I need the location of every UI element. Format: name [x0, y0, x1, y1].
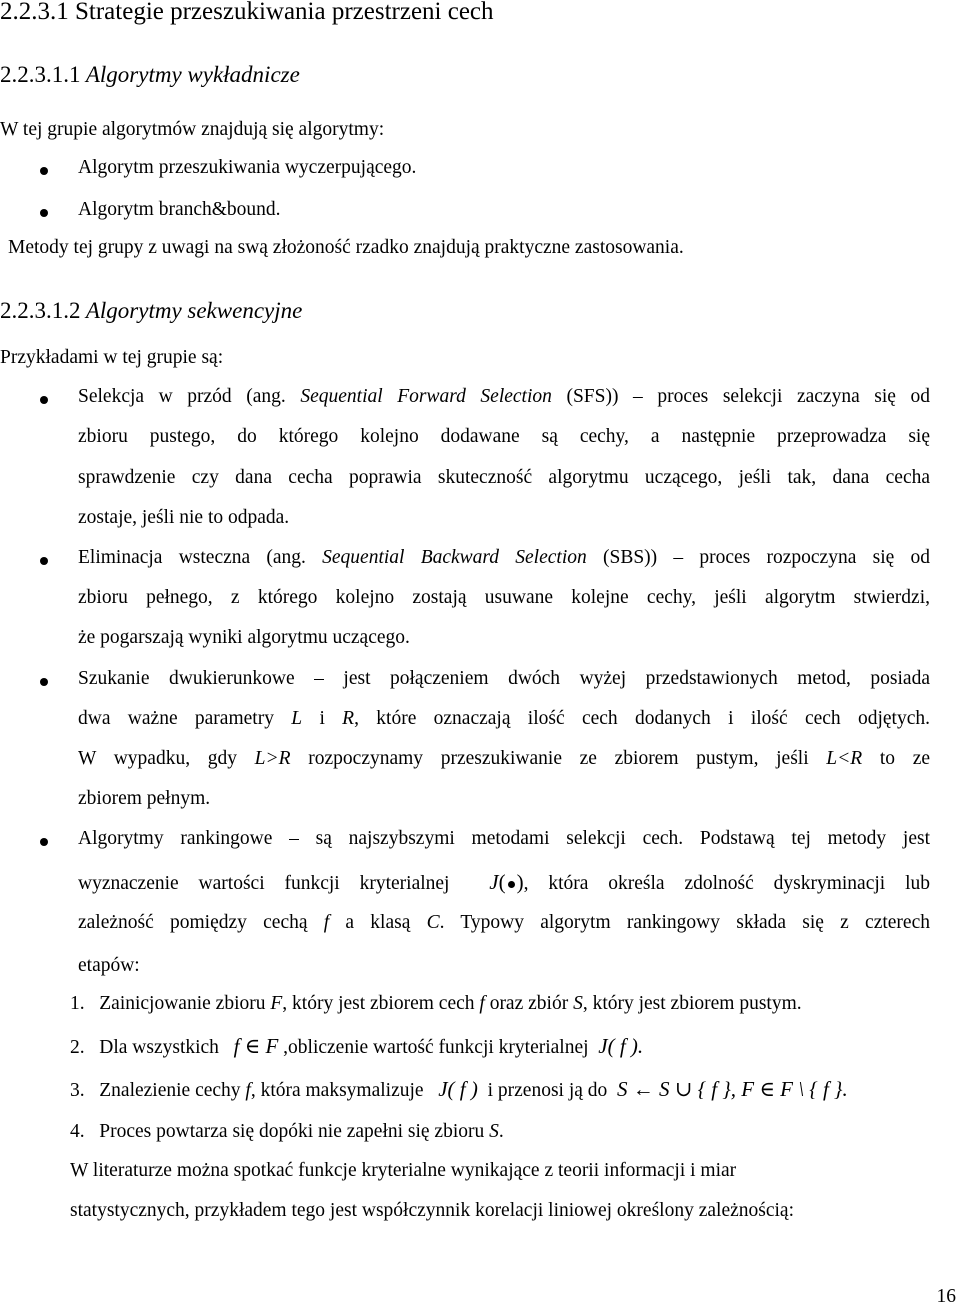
bidir-text-e: rozpoczynamy przeszukiwanie ze zbiorem pustym, jeśli [308, 748, 809, 769]
subsection-heading-2 [0, 298, 302, 324]
math-expression: J( f ) [438, 1077, 478, 1101]
sfs-line-2: zbioru pustego, do którego kolejno dodawane są cechy, a następnie przeprowadza się [78, 426, 930, 447]
sfs-term: Sequential Forward Selection [300, 386, 552, 407]
bullet-icon [40, 838, 48, 846]
math-expression: J( f ). [598, 1034, 644, 1058]
feature-f: f [245, 1080, 251, 1101]
step-text: , który jest zbiorem cech [282, 993, 475, 1014]
sfs-line-1 [78, 386, 930, 408]
set-S: S [573, 993, 583, 1014]
cond-1: L>R [254, 748, 291, 769]
outro-line-2: statystycznych, przykładem tego jest współczynnik korelacji liniowej określony zależnością: [70, 1200, 794, 1221]
rank-text-e: . Typowy algorytm rankingowy składa się z czterech [439, 912, 930, 933]
sbs-term: Sequential Backward Selection [322, 547, 587, 568]
page-number: 16 [936, 1286, 956, 1307]
rank-line-4: etapów: [78, 955, 140, 976]
feature-f: f [479, 993, 485, 1014]
step-text: Dla wszystkich [99, 1037, 219, 1058]
step-text: ,obliczenie wartość funkcji kryterialnej [283, 1037, 589, 1058]
sub1-item-2: Algorytm branch&bound. [78, 199, 281, 220]
step-1 [70, 993, 802, 1015]
outro-line-1: W literaturze można spotkać funkcje kryterialne wynikające z teorii informacji i miar [70, 1160, 737, 1181]
bidir-line-3 [78, 748, 930, 770]
step-number: 2. [70, 1037, 85, 1058]
subsection-title-2: Algorytmy sekwencyjne [85, 298, 303, 323]
subsection-number-2: 2.2.3.1.2 [0, 298, 81, 323]
step-text: , który jest zbiorem pustym. [582, 993, 802, 1014]
param-L: L [291, 708, 303, 729]
sub1-intro: W tej grupie algorytmów znajdują się algorytmy: [0, 119, 385, 140]
bidir-text-c: , które oznaczają ilość cech dodanych i ilość cech odjętych. [354, 708, 931, 729]
sub1-note: Metody tej grupy z uwagi na swą złożoność rzadko znajdują praktyczne zastosowania. [8, 237, 684, 258]
set-S: S [489, 1121, 499, 1142]
step-number: 3. [70, 1080, 85, 1101]
sbs-line-2: zbioru pełnego, z którego kolejno zostają usuwane kolejne cechy, jeśli algorytm stwierdzi, [78, 587, 930, 608]
bidir-text-a: dwa ważne parametry [78, 708, 274, 729]
rank-line-1: Algorytmy rankingowe – są najszybszymi metodami selekcji cech. Podstawą tej metody jest [78, 828, 930, 849]
rank-text-d: a klasą [345, 912, 411, 933]
bidir-line-4: zbiorem pełnym. [78, 788, 211, 809]
step-text: i przenosi ją do [487, 1080, 608, 1101]
param-R: R [342, 708, 355, 729]
class-C: C [426, 912, 440, 933]
math-expression: f ∈ F [233, 1034, 279, 1058]
sfs-text-c: (SFS)) – proces selekcji zaczyna się od [566, 386, 931, 407]
sbs-text-c: (SBS)) – proces rozpoczyna się od [602, 547, 930, 568]
step-text: . [498, 1121, 504, 1142]
math-expression: S ← S ∪ { f }, F ∈ F \ { f }. [617, 1077, 848, 1101]
step-text: , która maksymalizuje [250, 1080, 424, 1101]
bullet-icon [40, 167, 48, 175]
step-text: Znalezienie cechy [99, 1080, 241, 1101]
section-heading: 2.2.3.1 Strategie przeszukiwania przestrzeni cech [0, 0, 494, 25]
sbs-line-1 [78, 547, 930, 569]
rank-line-2 [78, 870, 930, 895]
subsection-title-1: Algorytmy wykładnicze [85, 62, 300, 87]
function-J: J [489, 870, 499, 894]
rank-line-3 [78, 912, 930, 934]
bidir-text-b: i [319, 708, 325, 729]
step-text: Zainicjowanie zbioru [99, 993, 266, 1014]
cond-2: L<R [826, 748, 863, 769]
criterion-function: J( ) [489, 870, 524, 894]
step-3 [70, 1077, 848, 1102]
sbs-line-3: że pogarszają wyniki algorytmu uczącego. [78, 627, 410, 648]
rank-text-b: , która określa zdolność dyskryminacji lub [523, 873, 930, 894]
step-text: Proces powtarza się dopóki nie zapełni się zbioru [99, 1121, 485, 1142]
bullet-icon [40, 209, 48, 217]
subsection-heading-1 [0, 62, 300, 88]
bullet-icon [40, 557, 48, 565]
bullet-icon [40, 396, 48, 404]
step-number: 4. [70, 1121, 85, 1142]
subsection-number-1: 2.2.3.1.1 [0, 62, 81, 87]
bidir-text-d: W wypadku, gdy [78, 748, 237, 769]
sub1-item-1: Algorytm przeszukiwania wyczerpującego. [78, 157, 417, 178]
bidir-line-1: Szukanie dwukierunkowe – jest połączeniem dwóch wyżej przedstawionych metod, posiada [78, 668, 930, 689]
rank-text-a: wyznaczenie wartości funkcji kryterialnej [78, 873, 450, 894]
step-text: oraz zbiór [489, 993, 569, 1014]
sfs-text-a: Selekcja w przód (ang. [78, 386, 286, 407]
sbs-text-a: Eliminacja wsteczna (ang. [78, 547, 306, 568]
step-4 [70, 1121, 504, 1143]
placeholder-dot-icon [508, 881, 515, 888]
sub2-intro: Przykładami w tej grupie są: [0, 347, 224, 368]
step-number: 1. [70, 993, 85, 1014]
sfs-line-4: zostaje, jeśli nie to odpada. [78, 507, 290, 528]
step-2 [70, 1034, 643, 1059]
rank-text-c: zależność pomiędzy cechą [78, 912, 308, 933]
feature-f: f [323, 912, 330, 933]
bidir-line-2 [78, 708, 930, 730]
bullet-icon [40, 678, 48, 686]
sfs-line-3: sprawdzenie czy dana cecha poprawia skuteczność algorytmu uczącego, jeśli tak, dana cecha [78, 467, 930, 488]
bidir-text-f: to ze [879, 748, 931, 769]
set-F: F [270, 993, 283, 1014]
